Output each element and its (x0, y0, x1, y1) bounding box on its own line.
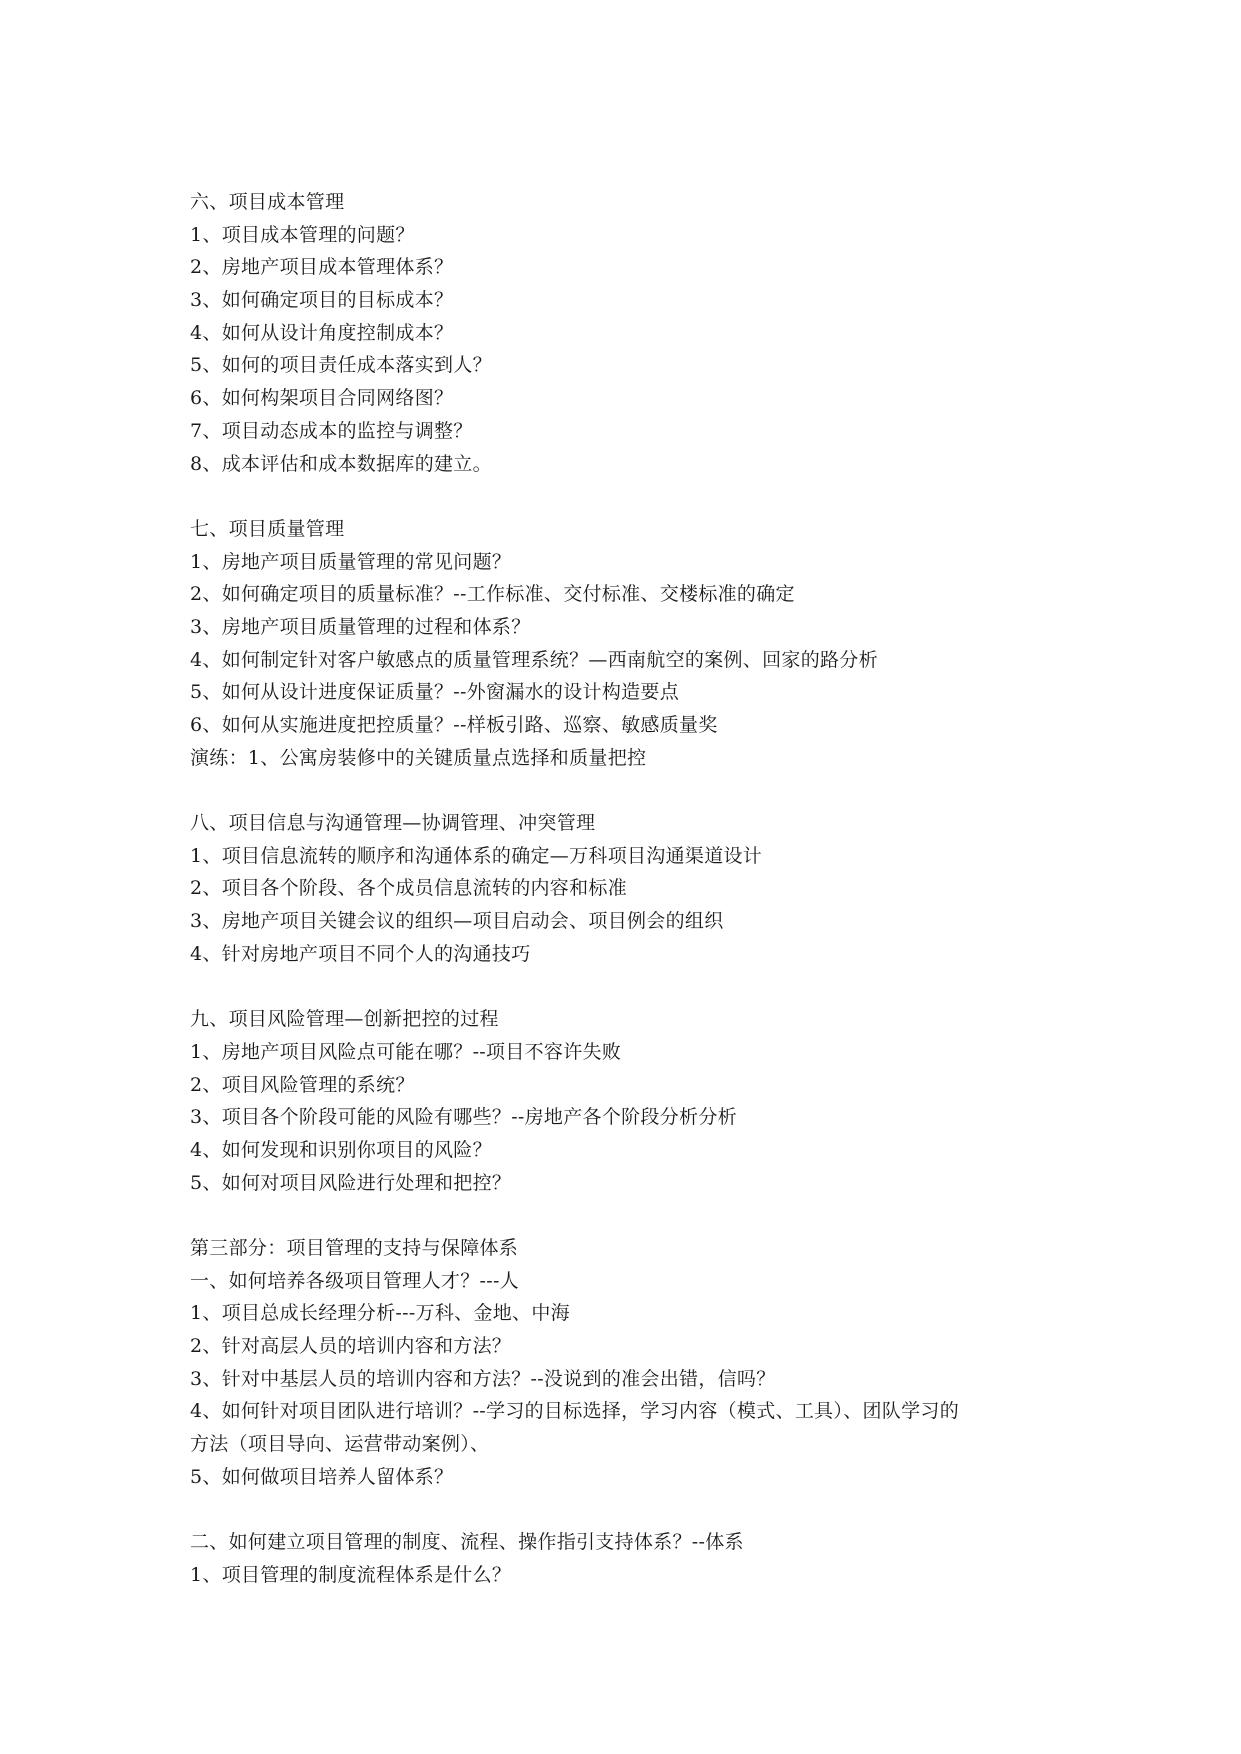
section-heading: 九、项目风险管理—创新把控的过程 (190, 1008, 499, 1031)
list-item: 3、房地产项目关键会议的组织—项目启动会、项目例会的组织 (190, 910, 724, 933)
section-heading: 六、项目成本管理 (190, 191, 345, 213)
list-item: 1、项目管理的制度流程体系是什么？ (190, 1563, 512, 1586)
list-item: 3、项目各个阶段可能的风险有哪些？--房地产各个阶段分析分析 (190, 1106, 737, 1129)
section-communication-management (190, 807, 1130, 970)
list-item: 4、针对房地产项目不同个人的沟通技巧 (190, 942, 531, 965)
list-item-continuation: 方法（项目导向、运营带动案例）、 (190, 1433, 490, 1456)
section-heading: 八、项目信息与沟通管理—协调管理、冲突管理 (190, 812, 596, 835)
section-cost-management (190, 186, 1130, 480)
list-item: 4、如何制定针对客户敏感点的质量管理系统？—西南航空的案例、回家的路分析 (190, 648, 878, 671)
list-item: 1、项目成本管理的问题？ (190, 223, 415, 246)
list-item: 4、如何发现和识别你项目的风险？ (190, 1138, 492, 1161)
list-item: 6、如何构架项目合同网络图？ (190, 387, 454, 410)
list-item: 1、房地产项目风险点可能在哪？--项目不容许失败 (190, 1040, 622, 1063)
part-heading: 第三部分：项目管理的支持与保障体系 (190, 1237, 519, 1259)
list-item: 5、如何从设计进度保证质量？--外窗漏水的设计构造要点 (190, 681, 680, 704)
list-item: 4、如何从设计角度控制成本？ (190, 321, 454, 344)
list-item: 5、如何做项目培养人留体系？ (190, 1465, 454, 1488)
subsection-heading: 二、如何建立项目管理的制度、流程、操作指引支持体系？--体系 (190, 1531, 744, 1554)
list-item: 2、房地产项目成本管理体系？ (190, 256, 454, 279)
list-item: 1、项目信息流转的顺序和沟通体系的确定—万科项目沟通渠道设计 (190, 844, 763, 867)
section-heading: 七、项目质量管理 (190, 517, 345, 540)
document-body (190, 186, 1130, 1592)
section-part-three-support (190, 1232, 1130, 1494)
list-item: 3、如何确定项目的目标成本？ (190, 289, 454, 312)
section-risk-management (190, 1003, 1130, 1199)
subsection-heading: 一、如何培养各级项目管理人才？---人 (190, 1269, 519, 1292)
section-spacer (190, 971, 1130, 1004)
list-item: 6、如何从实施进度把控质量？--样板引路、巡察、敏感质量奖 (190, 714, 718, 736)
list-item: 3、针对中基层人员的培训内容和方法？--没说到的准会出错，信吗？ (190, 1367, 776, 1390)
list-item: 1、房地产项目质量管理的常见问题？ (190, 550, 512, 573)
list-item: 5、如何对项目风险进行处理和把控？ (190, 1171, 512, 1194)
section-spacer (190, 774, 1130, 807)
list-item: 1、项目总成长经理分析---万科、金地、中海 (190, 1302, 570, 1325)
list-item: 2、项目各个阶段、各个成员信息流转的内容和标准 (190, 877, 627, 900)
list-item: 演练：1、公寓房装修中的关键质量点选择和质量把控 (190, 746, 647, 769)
list-item: 3、房地产项目质量管理的过程和体系？ (190, 615, 531, 638)
section-system-support (190, 1526, 1130, 1591)
list-item: 2、如何确定项目的质量标准？--工作标准、交付标准、交楼标准的确定 (190, 583, 795, 606)
list-item: 7、项目动态成本的监控与调整？ (190, 419, 473, 442)
list-item: 4、如何针对项目团队进行培训？--学习的目标选择，学习内容（模式、工具）、团队学习的 (190, 1400, 960, 1423)
list-item: 5、如何的项目责任成本落实到人？ (190, 354, 492, 377)
section-spacer (190, 1494, 1130, 1527)
list-item: 2、针对高层人员的培训内容和方法？ (190, 1335, 512, 1358)
section-spacer (190, 480, 1130, 513)
section-spacer (190, 1199, 1130, 1232)
list-item: 8、成本评估和成本数据库的建立。 (190, 452, 492, 475)
list-item: 2、项目风险管理的系统？ (190, 1073, 415, 1096)
section-quality-management (190, 513, 1130, 775)
